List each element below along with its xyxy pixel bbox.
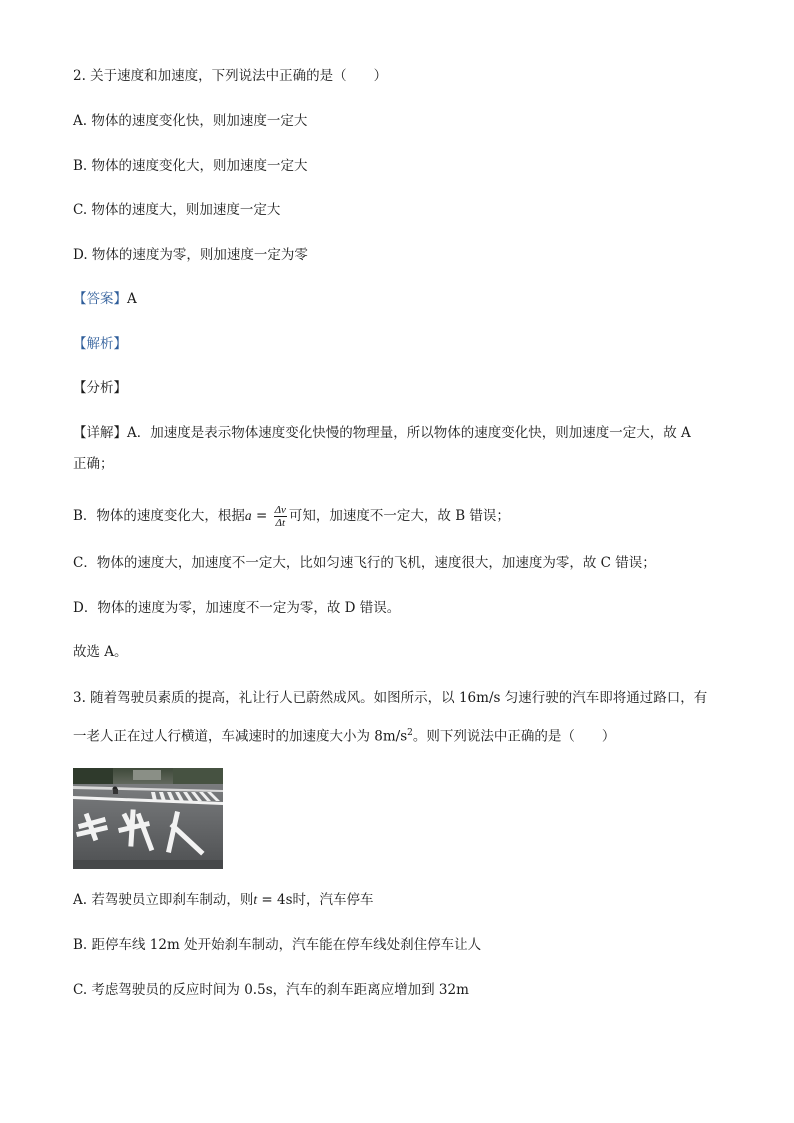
q3-opt-a-post: 时，汽车停车	[292, 892, 374, 908]
detail-b-pre: B．物体的速度变化大，根据	[73, 508, 245, 524]
q2-option-a: A. 物体的速度变化快，则加速度一定大	[73, 113, 308, 129]
q3-option-a	[73, 890, 374, 910]
q3-stem-line-2	[73, 723, 615, 747]
road-crossing-photo	[73, 768, 223, 869]
conclusion: 故选 A。	[73, 644, 128, 660]
formula-eq: =	[251, 508, 272, 524]
detail-a-text: A．加速度是表示物体速度变化快慢的物理量，所以物体的速度变化快，则加速度一定大，故 A	[127, 425, 691, 441]
detail-b-post: 可知，加速度不一定大，故 B 错误；	[288, 508, 510, 524]
formula-denominator: Δt	[275, 517, 285, 529]
q3-stem-pre: 一老人正在过人行横道，车减速时的加速度大小为 8m/s	[73, 728, 408, 745]
detail-b	[73, 504, 510, 529]
q3-stem-line-1: 3. 随着驾驶员素质的提高，礼让行人已蔚然成风。如图所示，以 16m/s 匀速行驶的汽车即将通过路口，有	[73, 690, 708, 706]
q2-answer	[73, 289, 137, 309]
detail-a-line-2: 正确；	[73, 456, 114, 472]
q3-opt-a-eq: = 4s	[257, 892, 293, 908]
formula-lhs: a	[244, 508, 252, 523]
fenxi-label: 【分析】	[73, 380, 127, 396]
q3-opt-a-var: t	[253, 892, 258, 907]
detail-c: C．物体的速度大，加速度不一定大，比如匀速飞行的飞机，速度很大，加速度为零，故 C 错误；	[73, 555, 656, 571]
q3-option-b: B. 距停车线 12m 处开始刹车制动，汽车能在停车线处刹住停车让人	[73, 937, 482, 953]
detail-d: D．物体的速度为零，加速度不一定为零，故 D 错误。	[73, 600, 401, 616]
q2-stem: 2. 关于速度和加速度，下列说法中正确的是（ ）	[73, 68, 388, 84]
q2-option-d: D. 物体的速度为零，则加速度一定为零	[73, 247, 308, 263]
detail-label: 【详解】	[73, 425, 127, 441]
q3-stem-sup: 2	[407, 728, 413, 738]
q2-option-c: C. 物体的速度大，则加速度一定大	[73, 202, 281, 218]
q2-option-b: B. 物体的速度变化大，则加速度一定大	[73, 158, 308, 174]
answer-value: A	[127, 291, 137, 307]
q3-opt-a-pre: A. 若驾驶员立即刹车制动，则	[73, 892, 254, 908]
formula-numerator: Δv	[274, 504, 286, 516]
q3-stem-post: 。则下列说法中正确的是（ ）	[412, 728, 616, 745]
detail-a-line-1	[73, 423, 691, 443]
analysis-label: 【解析】	[73, 336, 127, 352]
formula-fraction	[274, 504, 287, 529]
answer-label: 【答案】	[73, 291, 127, 307]
q3-option-c: C. 考虑驾驶员的反应时间为 0.5s，汽车的刹车距离应增加到 32m	[73, 982, 469, 998]
